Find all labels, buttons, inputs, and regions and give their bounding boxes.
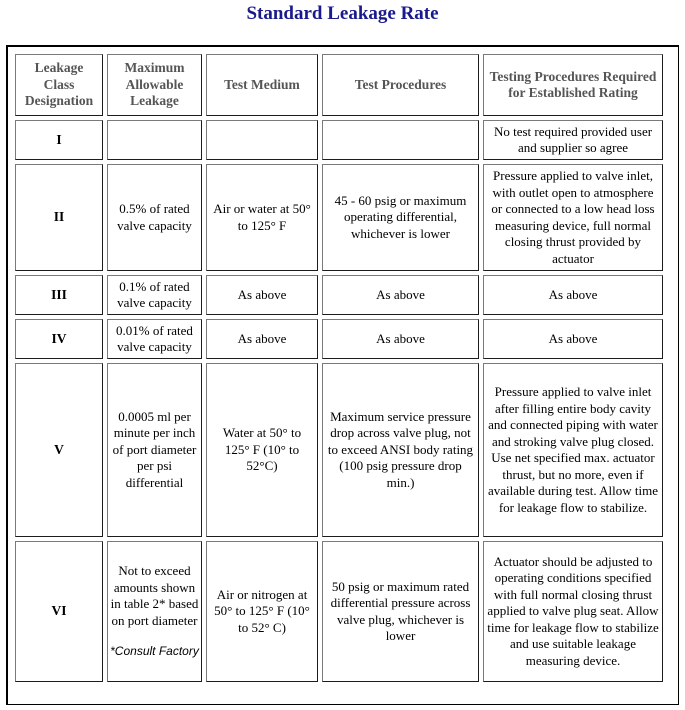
- cell-required-procedures: Actuator should be adjusted to operating conditions specified with full normal closing thrust applied to valve plug seat. Allow time for leakage flow to stabilize and use suitable leakage measuring device.: [483, 541, 663, 682]
- leakage-table-frame: [6, 45, 679, 705]
- page-title: Standard Leakage Rate: [246, 3, 439, 24]
- table-row: [15, 541, 663, 682]
- cell-class: VI: [15, 541, 103, 682]
- cell-test-procedures: 45 - 60 psig or maximum operating differential, whichever is lower: [322, 164, 479, 271]
- cell-test-medium: As above: [206, 319, 318, 359]
- max-leakage-text: Not to exceed amounts shown in table 2* based on port diameter: [110, 563, 199, 628]
- header-required-procedures: Testing Procedures Required for Established Rating: [483, 54, 663, 116]
- header-class: Leakage Class Designation: [15, 54, 103, 116]
- cell-test-medium: As above: [206, 275, 318, 315]
- cell-max-leakage: 0.01% of rated valve capacity: [107, 319, 202, 359]
- cell-test-procedures: 50 psig or maximum rated differential pressure across valve plug, whichever is lower: [322, 541, 479, 682]
- table-row: [15, 363, 663, 537]
- cell-max-leakage: 0.5% of rated valve capacity: [107, 164, 202, 271]
- cell-max-leakage: 0.1% of rated valve capacity: [107, 275, 202, 315]
- cell-test-procedures: [322, 120, 479, 160]
- cell-required-procedures: As above: [483, 275, 663, 315]
- cell-max-leakage: [107, 541, 202, 682]
- cell-class: I: [15, 120, 103, 160]
- cell-class: V: [15, 363, 103, 537]
- cell-required-procedures: Pressure applied to valve inlet after filling entire body cavity and connected piping with water and stroking valve plug closed. Use net specified max. actuator thrust, but no more, even if available during test. Allow time for leakage flow to stabilize.: [483, 363, 663, 537]
- cell-required-procedures: As above: [483, 319, 663, 359]
- cell-max-leakage: 0.0005 ml per minute per inch of port diameter per psi differential: [107, 363, 202, 537]
- cell-test-medium: Water at 50° to 125° F (10° to 52°C): [206, 363, 318, 537]
- header-test-medium: Test Medium: [206, 54, 318, 116]
- cell-class: III: [15, 275, 103, 315]
- table-row: [15, 319, 663, 359]
- consult-factory-note: *Consult Factory: [110, 644, 199, 659]
- leakage-rate-table: [11, 50, 667, 686]
- cell-class: II: [15, 164, 103, 271]
- cell-test-procedures: Maximum service pressure drop across valve plug, not to exceed ANSI body rating (100 psig pressure drop min.): [322, 363, 479, 537]
- table-header-row: [15, 54, 663, 116]
- cell-required-procedures: Pressure applied to valve inlet, with outlet open to atmosphere or connected to a low head loss measuring device, full normal closing thrust provided by actuator: [483, 164, 663, 271]
- header-max-leakage: Maximum Allowable Leakage: [107, 54, 202, 116]
- table-row: [15, 164, 663, 271]
- cell-required-procedures: No test required provided user and supplier so agree: [483, 120, 663, 160]
- cell-max-leakage: [107, 120, 202, 160]
- table-row: [15, 120, 663, 160]
- table-row: [15, 275, 663, 315]
- cell-test-medium: Air or water at 50° to 125° F: [206, 164, 318, 271]
- cell-test-medium: Air or nitrogen at 50° to 125° F (10° to 52° C): [206, 541, 318, 682]
- cell-class: IV: [15, 319, 103, 359]
- cell-test-procedures: As above: [322, 319, 479, 359]
- cell-test-medium: [206, 120, 318, 160]
- cell-test-procedures: As above: [322, 275, 479, 315]
- header-test-procedures: Test Procedures: [322, 54, 479, 116]
